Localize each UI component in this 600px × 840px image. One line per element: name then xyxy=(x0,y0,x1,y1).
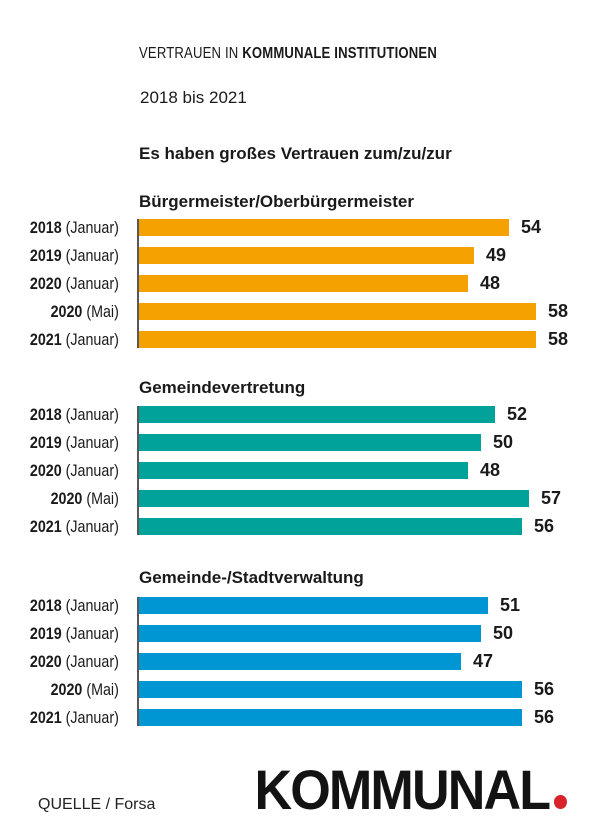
bar-row xyxy=(0,681,600,698)
group-rows xyxy=(0,406,600,535)
bar-row xyxy=(0,434,600,451)
value-label: 57 xyxy=(541,488,562,508)
row-label xyxy=(22,624,139,644)
bar xyxy=(139,406,495,423)
bar xyxy=(139,247,474,264)
row-label-year: 2020 xyxy=(29,651,62,671)
group-title: Gemeinde-/Stadtverwaltung xyxy=(139,568,364,587)
row-label xyxy=(22,596,139,616)
bar-row xyxy=(0,518,600,535)
row-label-year: 2021 xyxy=(29,329,62,349)
row-label-period: (Januar) xyxy=(65,516,119,536)
value-label: 48 xyxy=(480,460,501,480)
bar-row xyxy=(0,303,600,320)
row-label-period: (Januar) xyxy=(65,245,119,265)
chart-title-bold: KOMMUNALE INSTITUTIONEN xyxy=(242,45,437,62)
row-label-period: (Januar) xyxy=(65,707,119,727)
row-label xyxy=(22,246,139,266)
bar xyxy=(139,275,468,292)
row-label xyxy=(22,680,139,700)
value-label: 52 xyxy=(507,404,528,424)
bar-row xyxy=(0,597,600,614)
bar-row xyxy=(0,247,600,264)
row-label xyxy=(22,330,139,350)
bar xyxy=(139,331,536,348)
row-label-year: 2021 xyxy=(29,707,62,727)
bar xyxy=(139,462,468,479)
row-label xyxy=(22,708,139,728)
value-label: 54 xyxy=(521,217,542,237)
logo-text: KOMMUNAL xyxy=(254,758,550,821)
row-label-year: 2018 xyxy=(29,404,62,424)
row-label-period: (Januar) xyxy=(65,651,119,671)
row-label xyxy=(22,489,139,509)
row-label-period: (Januar) xyxy=(65,217,119,237)
bar-row xyxy=(0,219,600,236)
bar-row xyxy=(0,331,600,348)
value-label: 58 xyxy=(548,301,569,321)
bar xyxy=(139,518,522,535)
bar-row xyxy=(0,490,600,507)
chart-title-regular: VERTRAUEN IN xyxy=(139,45,239,62)
row-label xyxy=(22,517,139,537)
value-label: 56 xyxy=(534,707,555,727)
bar-row xyxy=(0,653,600,670)
row-label-year: 2018 xyxy=(29,595,62,615)
row-label xyxy=(22,461,139,481)
row-label xyxy=(22,405,139,425)
bar-row xyxy=(0,406,600,423)
bar xyxy=(139,490,529,507)
row-label-period: (Januar) xyxy=(65,595,119,615)
row-label xyxy=(22,302,139,322)
source-label: QUELLE / Forsa xyxy=(38,796,156,813)
bar xyxy=(139,653,461,670)
row-label-year: 2020 xyxy=(29,460,62,480)
row-label-period: (Mai) xyxy=(86,679,119,699)
bar-row xyxy=(0,275,600,292)
row-label-year: 2019 xyxy=(29,245,62,265)
bar xyxy=(139,709,522,726)
bar xyxy=(139,434,481,451)
bar-row xyxy=(0,625,600,642)
row-label-period: (Januar) xyxy=(65,623,119,643)
row-label-year: 2019 xyxy=(29,432,62,452)
row-label xyxy=(22,218,139,238)
row-label xyxy=(22,433,139,453)
value-label: 56 xyxy=(534,679,555,699)
row-label-period: (Januar) xyxy=(65,329,119,349)
row-label-period: (Januar) xyxy=(65,460,119,480)
chart-subtitle: 2018 bis 2021 xyxy=(140,88,247,107)
bar-row xyxy=(0,709,600,726)
row-label-period: (Januar) xyxy=(65,432,119,452)
value-label: 51 xyxy=(500,595,521,615)
value-label: 50 xyxy=(493,432,514,452)
row-label-year: 2018 xyxy=(29,217,62,237)
group-rows xyxy=(0,219,600,348)
chart-lead-text: Es haben großes Vertrauen zum/zu/zur xyxy=(139,144,452,163)
group-title: Bürgermeister/Oberbürgermeister xyxy=(139,192,414,211)
row-label-period: (Mai) xyxy=(86,301,119,321)
row-label-year: 2020 xyxy=(50,301,83,321)
row-label-year: 2020 xyxy=(50,679,83,699)
value-label: 47 xyxy=(473,651,494,671)
value-label: 56 xyxy=(534,516,555,536)
group-rows xyxy=(0,597,600,726)
row-label xyxy=(22,652,139,672)
row-label-year: 2020 xyxy=(50,488,83,508)
bar xyxy=(139,681,522,698)
row-label-period: (Januar) xyxy=(65,404,119,424)
logo-dot-icon xyxy=(554,795,567,809)
kommunal-logo xyxy=(254,758,567,821)
row-label-year: 2020 xyxy=(29,273,62,293)
group-title: Gemeindevertretung xyxy=(139,378,306,397)
row-label-year: 2019 xyxy=(29,623,62,643)
bar xyxy=(139,303,536,320)
row-label-period: (Januar) xyxy=(65,273,119,293)
value-label: 48 xyxy=(480,273,501,293)
bar-row xyxy=(0,462,600,479)
bar xyxy=(139,219,509,236)
row-label xyxy=(22,274,139,294)
bar xyxy=(139,625,481,642)
bar xyxy=(139,597,488,614)
value-label: 50 xyxy=(493,623,514,643)
row-label-year: 2021 xyxy=(29,516,62,536)
value-label: 49 xyxy=(486,245,507,265)
chart-title xyxy=(139,45,437,63)
row-label-period: (Mai) xyxy=(86,488,119,508)
value-label: 58 xyxy=(548,329,569,349)
